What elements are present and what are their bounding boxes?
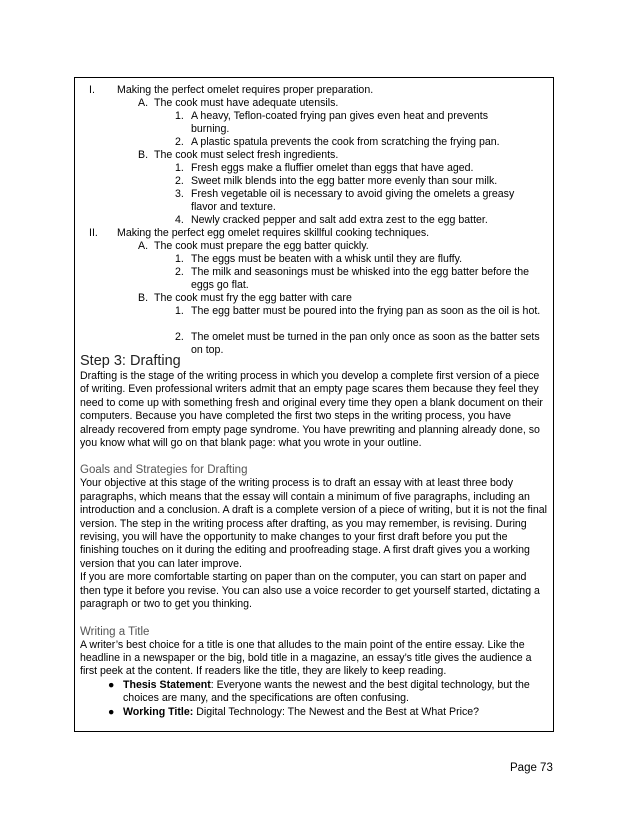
bullet-icon: ● [108, 705, 115, 718]
title-paragraph: A writer’s best choice for a title is one that alludes to the main point of the entire essay. Like the headline in a newspaper or the big, bold title in a magazine, an essay’s title gives the audience a first peek at the content. If readers like the title, they are likely to keep reading. [80, 638, 532, 678]
section-heading-drafting: Step 3: Drafting [80, 353, 181, 369]
goals-paragraph-2: If you are more comfortable starting on paper than on the computer, you can start on paper and then type it before you revise. You can also use a voice recorder to get yourself started, dictating a paragraph or two to get you thinking. [80, 571, 540, 611]
bullet-icon: ● [108, 678, 115, 691]
subheading-goals: Goals and Strategies for Drafting [80, 464, 248, 477]
goals-paragraph-1: Your objective at this stage of the writing process is to draft an essay with at least three body paragraphs, which means that the essay will contain a minimum of five paragraphs, including an introduction and a conclusion. A draft is a complete version of a piece of writing, but it is not the final version. The step in the writing process after drafting, as you may remember, is revising. During revising, you will have the opportunity to make changes to your first draft before you put the finishing touches on it during the editing and proofreading stage. A first draft gives you a working version that you can later improve. [80, 477, 547, 570]
title-bullets [80, 679, 547, 719]
drafting-paragraph: Drafting is the stage of the writing process in which you develop a complete first version of a piece of writing. Even professional writers admit that an empty page scares them because they feel they need to come up with something fresh and original every time they open a blank document on their computers. Because you have completed the first two steps in the writing process, you have already recovered from empty page syndrome. You have prewriting and planning already done, so you know what will go on that blank page: what you wrote in your outline. [80, 370, 543, 450]
list-item: ● Thesis Statement: Everyone wants the newest and the best digital technology, but the choices are many, and the specifications are often confusing. [108, 678, 530, 705]
body-content [80, 353, 547, 719]
page-number: Page 73 [510, 762, 553, 774]
list-item: ● Working Title: Digital Technology: The Newest and the Best at What Price? [108, 705, 480, 718]
subheading-writing-title: Writing a Title [80, 625, 150, 638]
content-frame: I. Making the perfect omelet requires proper preparation. A. The cook must have adequate utensils. 1. A heavy, Teflon-coated frying pan gives even heat and prevents burning. 2. A plastic spatula prevents the cook from scratching the frying pan. B. The cook must select fresh ingredients. 1. Fresh eggs make a fluffier omelet than eggs that have aged. 2. Sweet milk blends into the egg batter more evenly than sour milk. 3. Fresh vegetable oil is necessary to avoid giving the omelets a greasy flavor and texture. 4. Newly cracked pepper and salt add extra zest to the egg batter. II. Making the perfect egg omelet requires skillful cooking techniques. A. The cook must prepare the egg batter quickly. 1. The eggs must be beaten with a whisk until they are fluffy. 2. The milk and seasonings must be whisked into the egg batter before the eggs go flat. B. The cook must fry the egg batter with care 1. The egg batter must be poured into the frying pan as soon as the oil is hot. 2. The omelet must be turned in the pan only once as soon as the batter sets on top. Step 3: Drafting Drafting is the stage of the writing process in which you develop a complete first version of a piece of writing. Even professional writers admit that an empty page scares them because they feel they need to come up with something fresh and original every time they open a blank document on their computers. Because you have completed the first two steps in the writing process, you have already recovered from empty page syndrome. You have prewriting and planning already done, so you know what will go on that blank page: what you wrote in your outline. Goals and Strategies for Drafting Your objective at this stage of the writing process is to draft an essay with at least three body paragraphs, which means that the essay will contain a minimum of five paragraphs, including an introduction and a conclusion. A draft is a complete version of a piece of writing, but it is not the final version. The step in the writing process after drafting, as you may remember, is revising. During revising, you will have the opportunity to make changes to your first draft before you put the finishing touches on it during the editing and proofreading stage. A first draft gives you a working version that you can later improve. If you are more comfortable starting on paper than on the computer, you can start on paper and then type it before you revise. You can also use a voice recorder to get yourself started, dictating a paragraph or two to get you thinking. Writing a Title A writer’s best choice for a title is one that alludes to the main point of the entire essay. Like the headline in a newspaper or the big, bold title in a magazine, an essay’s title gives the audience a first peek at the content. If readers like the title, they are likely to keep reading. ● Thesis Statement: Everyone wants the newest and the best digital technology, but the choices are many, and the specifications are often confusing. ● Working Title: Digital Technology: The Newest and the Best at What Price? [74, 77, 554, 732]
